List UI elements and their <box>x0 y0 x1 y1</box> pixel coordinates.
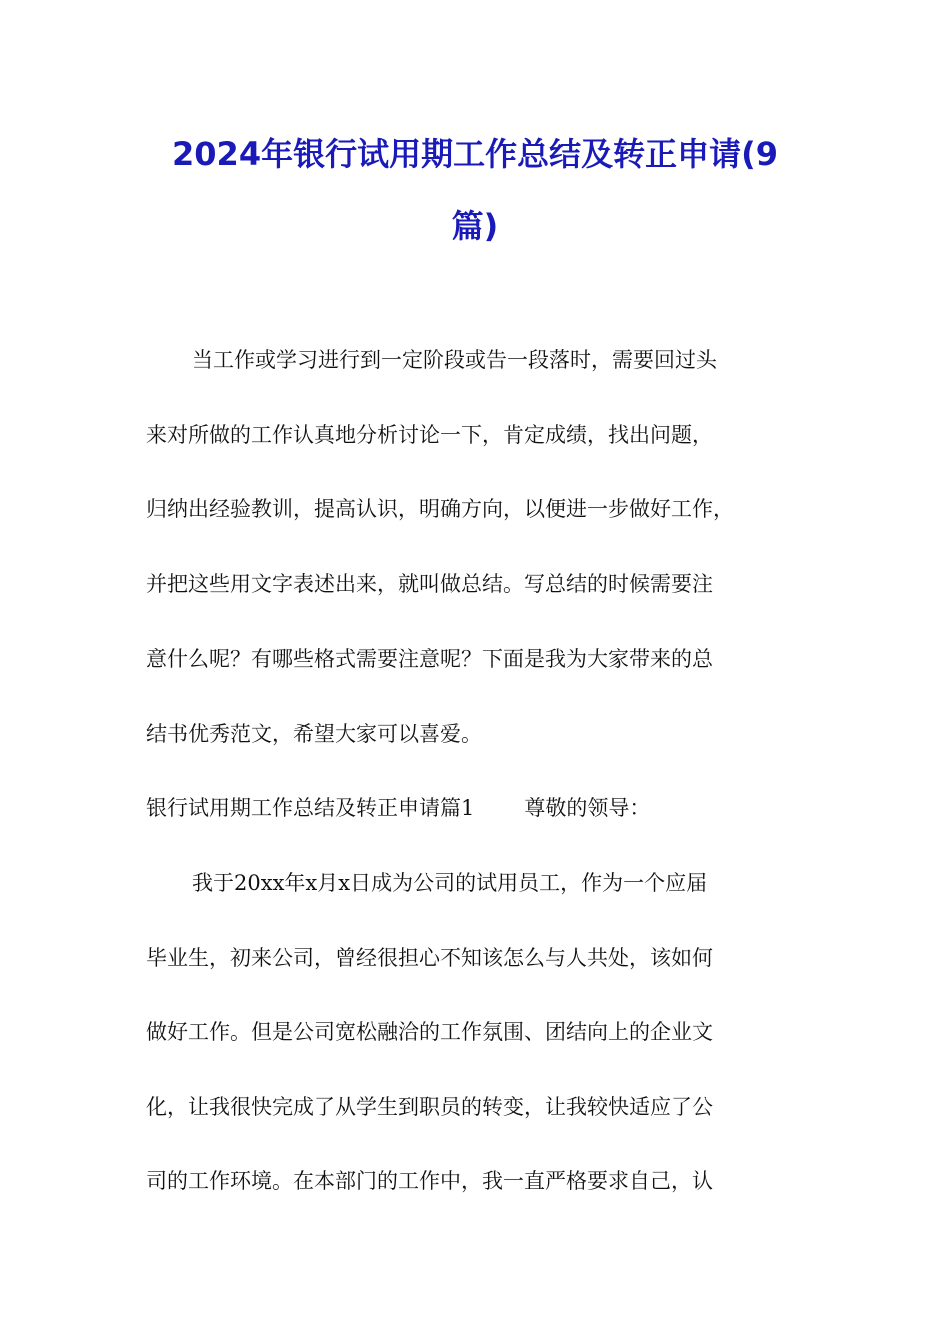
section-heading-line <box>146 793 826 823</box>
salutation: 尊敬的领导： <box>524 796 651 820</box>
body-line-1: 我于20xx年x月x日成为公司的试用员工，作为一个应届 <box>192 871 708 895</box>
intro-line-1: 当工作或学习进行到一定阶段或告一段落时，需要回过头 <box>192 348 717 372</box>
section-1-heading: 银行试用期工作总结及转正申请篇1 <box>146 796 475 820</box>
document-title-line-1: 2024年银行试用期工作总结及转正申请(9 <box>172 135 778 173</box>
intro-line-2: 来对所做的工作认真地分析讨论一下，肯定成绩，找出问题， <box>146 423 713 447</box>
intro-line-3: 归纳出经验教训，提高认识，明确方向，以便进一步做好工作， <box>146 497 734 521</box>
body-line-3: 做好工作。但是公司宽松融洽的工作氛围、团结向上的企业文 <box>146 1020 713 1044</box>
document-title-line-2: 篇) <box>451 207 499 245</box>
intro-line-6: 结书优秀范文，希望大家可以喜爱。 <box>146 722 482 746</box>
body-line-4: 化，让我很快完成了从学生到职员的转变，让我较快适应了公 <box>146 1095 713 1119</box>
body-line-5: 司的工作环境。在本部门的工作中，我一直严格要求自己，认 <box>146 1169 713 1193</box>
intro-line-4: 并把这些用文字表述出来，就叫做总结。写总结的时候需要注 <box>146 572 713 596</box>
intro-line-5: 意什么呢？有哪些格式需要注意呢？下面是我为大家带来的总 <box>146 647 713 671</box>
body-line-2: 毕业生，初来公司，曾经很担心不知该怎么与人共处，该如何 <box>146 946 713 970</box>
